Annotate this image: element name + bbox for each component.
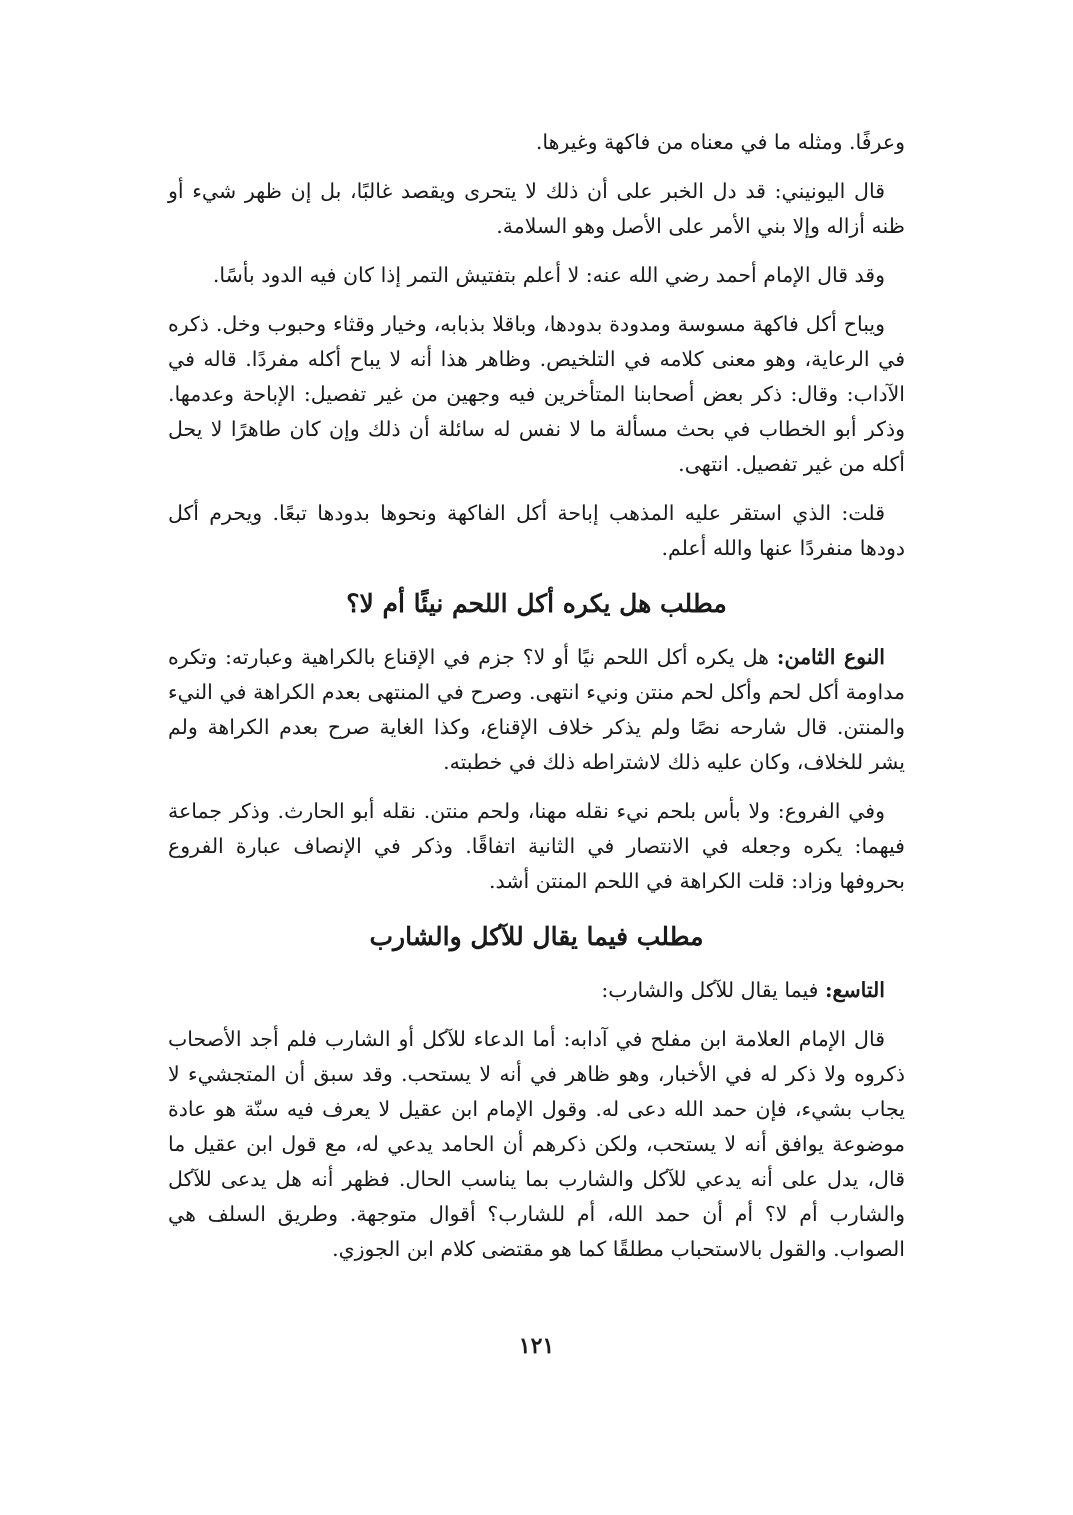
- page-number: ١٢١: [518, 1333, 555, 1359]
- paragraph-furu: وفي الفروع: ولا بأس بلحم نيء نقله مهنا، ولحم منتن. نقله أبو الحارث. وذكر جماعة فيهما: يكره وجعله في الانتصار في الثانية اتفاقًا. وذكر في الإنصاف عبارة الفروع بحروفها وزاد: قلت الكراهة في اللحم المنتن أشد.: [168, 799, 905, 893]
- document-page: [168, 125, 905, 1281]
- paragraph-lead-label: النوع الثامن:: [776, 645, 885, 669]
- paragraph-ibn-muflih: قال الإمام العلامة ابن مفلح في آدابه: أما الدعاء للآكل أو الشارب فلم أجد الأصحاب ذكروه ولا ذكر له في الأخبار، وهو ظاهر في أنه لا يستحب. وقد سبق أن المتجشيء لا يجاب بشيء، فإن حمد الله دعى له. وقول الإمام ابن عقيل لا يعرف فيه سنّة هو عادة موضوعة يوافق أنه لا يستحب، ولكن ذكرهم أن الحامد يدعي له، مع قول ابن عقيل ما قال، يدل على أنه يدعي للآكل والشارب بما يناسب الحال. فظهر أنه هل يدعى للآكل والشارب أم لا؟ أم أن حمد الله، أم للشارب؟ أقوال متوجهة. وطريق السلف هي الصواب. والقول بالاستحباب مطلقًا كما هو مقتضى كلام ابن الجوزي.: [168, 1027, 905, 1261]
- paragraph-eighth-type: [168, 640, 905, 780]
- section-heading-eater-drinker: مطلب فيما يقال للآكل والشارب: [369, 922, 704, 951]
- paragraph-continuation: وعرفًا. ومثله ما في معناه من فاكهة وغيرها.: [535, 130, 905, 154]
- paragraph-body: هل يكره أكل اللحم نيًا أو لا؟ جزم في الإقناع بالكراهية وعبارته: وتكره مداومة أكل لحم وأكل لحم منتن ونيء انتهى. وصرح في المنتهى بعدم الكراهة في النيء والمنتن. قال شارحه نصًا ولم يذكر خلاف الإقناع، وكذا الغاية صرح بعدم الكراهة ولم يشر للخلاف، وكان عليه ذلك لاشتراطه ذلك في خطبته.: [168, 645, 905, 774]
- paragraph-fruit-ruling: ويباح أكل فاكهة مسوسة ومدودة بدودها، وباقلا بذبابه، وخيار وقثاء وحبوب وخل. ذكره في الرعاية، وهو معنى كلامه في التلخيص. وظاهر هذا أنه لا يباح أكله مفردًا. قاله في الآداب: وقال: ذكر بعض أصحابنا المتأخرين فيه وجهين من غير تفصيل: الإباحة وعدمها. وذكر أبو الخطاب في بحث مسألة ما لا نفس له سائلة أن ذلك وإن كان طاهرًا لا يحل أكله من غير تفصيل. انتهى.: [168, 312, 905, 476]
- paragraph-imam-ahmad: وقد قال الإمام أحمد رضي الله عنه: لا أعلم بتفتيش التمر إذا كان فيه الدود بأسًا.: [212, 263, 885, 287]
- paragraph-yunini: قال اليونيني: قد دل الخبر على أن ذلك لا يتحرى ويقصد غالبًا، بل إن ظهر شيء أو ظنه أزاله وإلا بني الأمر على الأصل وهو السلامة.: [168, 179, 905, 238]
- paragraph-author-opinion: قلت: الذي استقر عليه المذهب إباحة أكل الفاكهة ونحوها بدودها تبعًا. ويحرم أكل دودها منفردًا عنها والله أعلم.: [168, 501, 905, 560]
- paragraph-lead-label: التاسع:: [824, 978, 885, 1002]
- section-heading-raw-meat: مطلب هل يكره أكل اللحم نيئًا أم لا؟: [346, 589, 727, 618]
- paragraph-body: فيما يقال للآكل والشارب:: [601, 978, 825, 1002]
- paragraph-ninth-type: [168, 973, 905, 1008]
